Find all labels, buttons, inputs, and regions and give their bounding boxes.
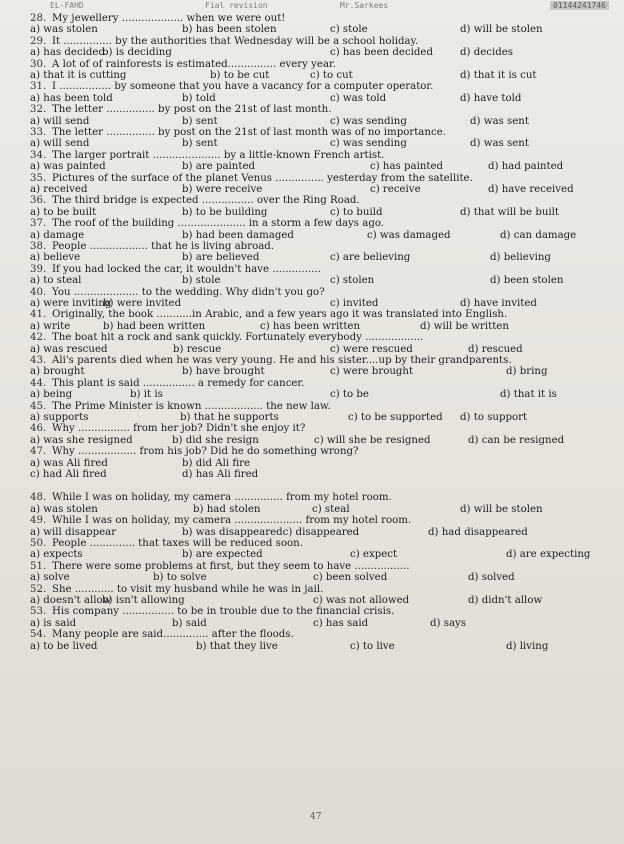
answer-option[interactable]: d) had painted — [488, 161, 564, 173]
question-stem — [30, 606, 615, 617]
answer-option[interactable]: c) stolen — [330, 275, 375, 287]
question-stem — [30, 264, 615, 275]
answer-option[interactable]: b) stole — [182, 275, 221, 287]
answer-option[interactable]: d) was sent — [470, 138, 529, 150]
answer-option[interactable]: a) to be built — [30, 206, 97, 218]
question-number: 44. — [30, 377, 47, 389]
option-row — [30, 504, 615, 515]
question-number: 34. — [30, 149, 47, 161]
question-number: 35. — [30, 172, 47, 184]
question-item — [30, 423, 615, 446]
answer-option[interactable]: a) write — [30, 320, 71, 332]
answer-option[interactable]: b) have brought — [182, 366, 265, 378]
option-row — [30, 230, 615, 241]
answer-option[interactable]: a) were inviting — [30, 297, 112, 309]
answer-option[interactable]: b) that they live — [196, 640, 278, 652]
question-text: Originally, the book ...........in Arabic, and a few years ago it was translated into English. — [52, 309, 508, 321]
answer-option[interactable]: c) was sending — [330, 115, 407, 127]
answer-option[interactable]: a) is said — [30, 617, 77, 629]
question-item — [30, 446, 615, 480]
answer-option[interactable]: b) did Ali fire — [182, 457, 251, 469]
answer-option[interactable]: d) has Ali fired — [182, 468, 259, 480]
question-number: 53. — [30, 606, 47, 618]
question-text: This plant is said ................ a remedy for cancer. — [52, 377, 305, 389]
option-row — [30, 70, 615, 81]
answer-option[interactable]: b) sent — [182, 138, 218, 150]
question-text: The Prime Minister is known .................. the new law. — [52, 400, 331, 412]
option-row — [30, 275, 615, 286]
answer-option[interactable]: a) was stolen — [30, 503, 98, 515]
question-number: 43. — [30, 354, 47, 366]
answer-option[interactable]: a) solve — [30, 572, 70, 584]
question-item — [30, 515, 615, 538]
answer-option[interactable]: b) had stolen — [193, 503, 261, 515]
question-number: 48. — [30, 492, 47, 504]
question-text: There were some problems at first, but they seem to have ................. — [52, 560, 410, 572]
question-text: The boat hit a rock and sank quickly. Fortunately everybody .................. — [52, 332, 424, 344]
answer-option[interactable]: d) that it is — [500, 389, 557, 401]
answer-option[interactable]: b) did she resign — [172, 434, 259, 446]
answer-option[interactable]: d) decides — [460, 47, 514, 59]
question-stem — [30, 241, 615, 252]
answer-option[interactable]: d) will be stolen — [460, 24, 543, 36]
question-item — [30, 218, 615, 241]
answer-option[interactable]: b) to be building — [182, 206, 268, 218]
answer-option[interactable]: a) received — [30, 183, 88, 195]
option-row — [30, 93, 615, 104]
option-row — [30, 344, 615, 355]
question-text: People .................. that he is living abroad. — [52, 240, 275, 252]
answer-option[interactable]: a) was stolen — [30, 24, 98, 36]
question-text: People .............. that taxes will be reduced soon. — [52, 537, 303, 549]
answer-option[interactable]: b) are painted — [182, 161, 256, 173]
question-number: 32. — [30, 104, 47, 116]
answer-option[interactable]: c) was told — [330, 92, 387, 104]
page-header — [0, 0, 624, 13]
answer-option[interactable]: c) has painted — [370, 161, 444, 173]
question-stem — [30, 332, 615, 343]
question-number: 30. — [30, 58, 47, 70]
option-row — [30, 618, 615, 629]
answer-option[interactable]: d) will be written — [420, 320, 509, 332]
question-stem — [30, 287, 615, 298]
answer-option[interactable]: c) was sending — [330, 138, 407, 150]
option-row — [30, 527, 615, 538]
option-row — [30, 389, 615, 400]
answer-option[interactable]: a) has decided — [30, 47, 105, 59]
question-stem — [30, 104, 615, 115]
answer-option[interactable]: b) had been damaged — [182, 229, 294, 241]
question-stem — [30, 59, 615, 70]
question-text: His company ................ to be in trouble due to the financial crisis. — [52, 606, 395, 618]
option-row — [30, 549, 615, 560]
answer-option[interactable]: d) solved — [468, 572, 515, 584]
page-number: 47 — [310, 812, 322, 822]
answer-option[interactable]: d) are expecting — [506, 549, 591, 561]
option-row — [30, 116, 615, 127]
question-number: 51. — [30, 560, 47, 572]
answer-option[interactable]: a) was she resigned — [30, 434, 133, 446]
question-item — [30, 13, 615, 36]
answer-option[interactable]: c) to live — [350, 640, 395, 652]
question-text: Why .................. from his job? Did he do something wrong? — [52, 446, 359, 458]
question-item — [30, 561, 615, 584]
question-number: 42. — [30, 332, 47, 344]
answer-option[interactable]: a) damage — [30, 229, 85, 241]
question-stem — [30, 81, 615, 92]
option-row — [30, 595, 615, 606]
question-number: 49. — [30, 515, 47, 527]
question-item — [30, 150, 615, 173]
answer-option[interactable]: d) says — [430, 617, 467, 629]
answer-option[interactable]: c) has been decided — [330, 47, 433, 59]
answer-option[interactable]: a) brought — [30, 366, 85, 378]
answer-option[interactable]: c) will she be resigned — [314, 434, 431, 446]
question-stem — [30, 13, 615, 24]
question-number: 47. — [30, 446, 47, 458]
question-number: 38. — [30, 240, 47, 252]
answer-option[interactable]: b) sent — [182, 115, 218, 127]
answer-option[interactable]: d) that it is cut — [460, 70, 537, 81]
answer-option[interactable]: b) were invited — [103, 297, 182, 309]
question-item — [30, 81, 615, 104]
question-number: 39. — [30, 263, 47, 275]
answer-option[interactable]: b) isn't allowing — [102, 594, 185, 606]
option-row — [30, 435, 615, 446]
question-item — [30, 36, 615, 59]
answer-option[interactable]: c) to be — [330, 389, 369, 401]
answer-option[interactable]: a) believe — [30, 252, 81, 264]
answer-option[interactable]: b) has been stolen — [182, 24, 277, 36]
answer-option[interactable]: b) it is — [130, 389, 163, 401]
question-number: 33. — [30, 126, 47, 138]
question-number: 37. — [30, 218, 47, 230]
question-stem — [30, 401, 615, 412]
question-text: While I was on holiday, my camera ............... from my hotel room. — [52, 492, 392, 504]
answer-option[interactable]: a) expects — [30, 549, 83, 561]
answer-option[interactable]: b) are expected — [182, 549, 263, 561]
option-row — [30, 321, 615, 332]
question-item — [30, 584, 615, 607]
answer-option[interactable]: d) living — [506, 640, 549, 652]
question-item — [30, 287, 615, 310]
teacher-name: Mr.Sarkees — [340, 1, 389, 10]
question-stem — [30, 309, 615, 320]
question-stem — [30, 218, 615, 229]
answer-option[interactable]: d) been stolen — [490, 275, 564, 287]
option-row — [30, 24, 615, 35]
question-item — [30, 264, 615, 287]
question-stem — [30, 629, 615, 640]
answer-option[interactable]: a) to steal — [30, 275, 82, 287]
question-number: 54. — [30, 629, 47, 641]
answer-option[interactable]: c) to be supported — [348, 411, 443, 423]
question-item — [30, 241, 615, 264]
question-text: The letter ............... by post on the 21st of last month was of no importance. — [52, 126, 446, 138]
question-text: The roof of the building ..................... in a storm a few days ago. — [52, 218, 385, 230]
question-item — [30, 629, 615, 652]
answer-option[interactable]: d) will be stolen — [460, 503, 543, 515]
worksheet-title: Fial revision — [205, 1, 268, 10]
answer-option[interactable]: c) were brought — [330, 366, 414, 378]
answer-option[interactable]: c) has been written — [260, 320, 361, 332]
question-text: While I was on holiday, my camera ..................... from my hotel room. — [52, 515, 412, 527]
answer-option[interactable]: d) can damage — [500, 229, 577, 241]
answer-option[interactable]: b) told — [182, 92, 216, 104]
question-number: 28. — [30, 13, 47, 24]
question-number: 46. — [30, 423, 47, 435]
answer-option[interactable]: c) was damaged — [367, 229, 451, 241]
answer-option[interactable]: b) that he supports — [180, 411, 279, 423]
question-text: If you had locked the car, it wouldn't have ............... — [52, 263, 321, 275]
question-text: I ................ by someone that you have a vacancy for a computer operator. — [52, 81, 434, 93]
option-row — [30, 298, 615, 309]
answer-option[interactable]: d) that will be built — [460, 206, 560, 218]
answer-option[interactable]: d) have told — [460, 92, 522, 104]
answer-option[interactable]: a) will send — [30, 115, 90, 127]
question-stem — [30, 492, 615, 503]
answer-option[interactable]: d) can be resigned — [468, 434, 565, 446]
question-stem — [30, 538, 615, 549]
answer-option[interactable]: c) receive — [370, 183, 421, 195]
question-text: Pictures of the surface of the planet Venus ............... yesterday from the satellite. — [52, 172, 473, 184]
answer-option[interactable]: a) was rescued — [30, 343, 108, 355]
question-number: 29. — [30, 35, 47, 47]
option-row — [30, 572, 615, 583]
question-text: My jewellery ................... when we were out! — [52, 13, 286, 24]
answer-option[interactable]: a) supports — [30, 411, 89, 423]
answer-option[interactable]: a) will send — [30, 138, 90, 150]
question-number: 36. — [30, 195, 47, 207]
answer-option[interactable]: d) didn't allow — [468, 594, 543, 606]
question-item — [30, 127, 615, 150]
question-text: You .................... to the wedding. Why didn't you go? — [52, 286, 325, 298]
answer-option[interactable]: d) was sent — [470, 115, 529, 127]
question-item — [30, 59, 615, 82]
question-stem — [30, 378, 615, 389]
option-row — [30, 252, 615, 263]
answer-option[interactable]: c) has said — [313, 617, 369, 629]
answer-option[interactable]: b) to solve — [153, 572, 207, 584]
answer-option[interactable]: b) is deciding — [102, 47, 172, 59]
answer-option[interactable]: d) bring — [506, 366, 548, 378]
answer-option[interactable]: c) had Ali fired — [30, 468, 107, 480]
question-text: The larger portrait ..................... by a little-known French artist. — [52, 149, 385, 161]
answer-option[interactable]: c) invited — [330, 297, 379, 309]
option-row — [30, 458, 615, 469]
question-stem — [30, 127, 615, 138]
answer-option[interactable]: d) to support — [460, 411, 528, 423]
answer-option[interactable]: c) been solved — [313, 572, 388, 584]
question-stem — [30, 173, 615, 184]
option-row — [30, 207, 615, 218]
question-item — [30, 309, 615, 332]
question-item — [30, 104, 615, 127]
answer-option[interactable]: d) rescued — [468, 343, 523, 355]
option-row — [30, 641, 615, 652]
answer-option[interactable]: d) believing — [490, 252, 551, 264]
option-row — [30, 47, 615, 58]
question-item — [30, 606, 615, 629]
question-stem — [30, 561, 615, 572]
question-stem — [30, 584, 615, 595]
question-item — [30, 378, 615, 401]
answer-option[interactable]: a) being — [30, 389, 73, 401]
answer-option[interactable]: a) was painted — [30, 161, 106, 173]
answer-option[interactable]: c) to build — [330, 206, 383, 218]
answer-option[interactable]: b) rescue — [173, 343, 222, 355]
answer-option[interactable]: a) that it is cutting — [30, 70, 127, 81]
answer-option[interactable]: a) was Ali fired — [30, 457, 108, 469]
question-list — [30, 13, 615, 652]
question-item — [30, 332, 615, 355]
answer-option[interactable]: b) were receive — [182, 183, 263, 195]
question-item — [30, 492, 615, 515]
option-row — [30, 469, 615, 480]
option-row — [30, 184, 615, 195]
question-item — [30, 355, 615, 378]
teacher-phone: 01144241746 — [550, 1, 609, 10]
answer-option[interactable]: a) doesn't allow — [30, 594, 112, 606]
question-stem — [30, 195, 615, 206]
question-number: 40. — [30, 286, 47, 298]
answer-option[interactable]: c) steal — [312, 503, 350, 515]
answer-option[interactable]: b) was disappearedc) disappeared — [182, 526, 360, 538]
answer-option[interactable]: b) had been written — [103, 320, 206, 332]
answer-option[interactable]: d) had disappeared — [428, 526, 528, 538]
question-stem — [30, 446, 615, 457]
question-item — [30, 173, 615, 196]
answer-option[interactable]: c) stole — [330, 24, 368, 36]
question-text: A lot of of rainforests is estimated............... every year. — [52, 58, 337, 70]
question-stem — [30, 515, 615, 526]
question-text: Many people are said.............. after the floods. — [52, 629, 294, 641]
question-text: It ............... by the authorities that Wednesday will be a school holiday. — [52, 35, 419, 47]
answer-option[interactable]: b) said — [172, 617, 207, 629]
answer-option[interactable]: b) are believed — [182, 252, 260, 264]
answer-option[interactable]: a) to be lived — [30, 640, 98, 652]
question-number: 41. — [30, 309, 47, 321]
option-row — [30, 412, 615, 423]
question-stem — [30, 150, 615, 161]
answer-option[interactable]: d) have received — [488, 183, 574, 195]
question-item — [30, 195, 615, 218]
question-number: 50. — [30, 537, 47, 549]
answer-option[interactable]: c) was not allowed — [313, 594, 410, 606]
question-number: 31. — [30, 81, 47, 93]
answer-option[interactable]: c) are believing — [330, 252, 411, 264]
question-text: The third bridge is expected ................ over the Ring Road. — [52, 195, 360, 207]
question-text: The letter ............... by post on the 21st of last month. — [52, 104, 332, 116]
question-text: She ............ to visit my husband while he was in jail. — [52, 583, 324, 595]
question-number: 45. — [30, 400, 47, 412]
answer-option[interactable]: c) to cut — [310, 70, 353, 81]
question-stem — [30, 355, 615, 366]
question-item — [30, 538, 615, 561]
school-name: EL-FAHD — [50, 1, 84, 10]
option-row — [30, 161, 615, 172]
question-stem — [30, 423, 615, 434]
answer-option[interactable]: a) has been told — [30, 92, 113, 104]
answer-option[interactable]: c) were rescued — [330, 343, 413, 355]
answer-option[interactable]: a) will disappear — [30, 526, 117, 538]
answer-option[interactable]: b) to be cut — [210, 70, 270, 81]
question-text: Why ................ from her job? Didn't she enjoy it? — [52, 423, 306, 435]
option-row — [30, 138, 615, 149]
question-item — [30, 401, 615, 424]
answer-option[interactable]: c) expect — [350, 549, 398, 561]
question-text: Ali's parents died when he was very young. He and his sister....up by their grandparents. — [52, 354, 512, 366]
answer-option[interactable]: d) have invited — [460, 297, 537, 309]
option-row — [30, 366, 615, 377]
question-number: 52. — [30, 583, 47, 595]
question-stem — [30, 36, 615, 47]
